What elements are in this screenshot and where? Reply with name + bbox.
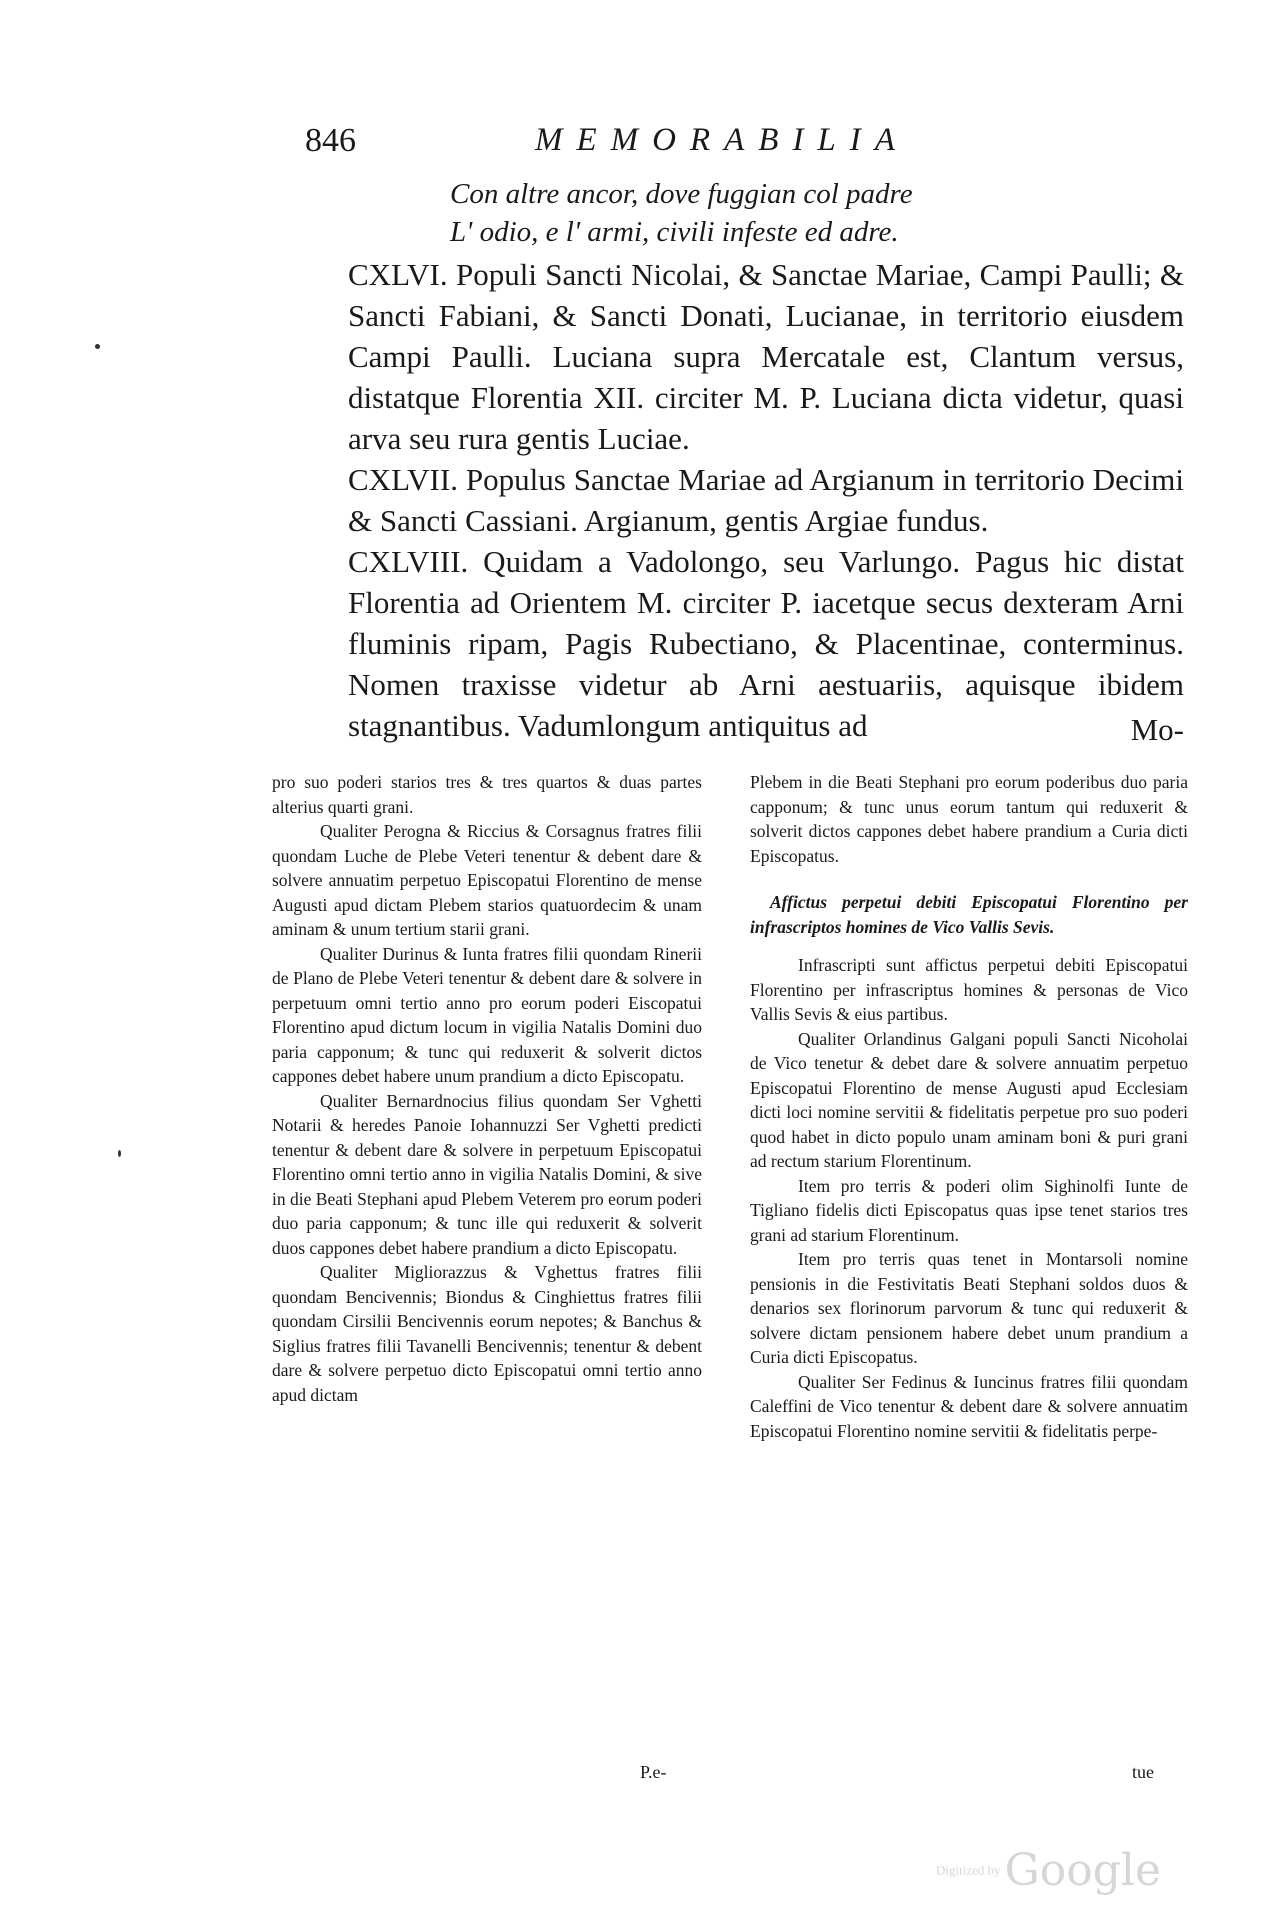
section-numeral: CXLVII. [348, 462, 458, 497]
running-title: MEMORABILIA [535, 122, 909, 158]
watermark-prefix: Digitized by [936, 1862, 1001, 1878]
paragraph-text: Quidam a Vadolongo, seu Varlungo. Pagus hic distat Florentia ad Orientem M. circiter P. iacetque secus dexteram Arni fluminis ripam, Pagis Rubectiano, & Placentinae, conterminus. Nomen traxisse videtur ab Arni aestuariis, aquisque ibidem stagnantibus. Vadumlongum antiquitus ad [348, 544, 1184, 743]
verse-line-1: Con altre ancor, dove fuggian col padre [450, 178, 913, 210]
footnote-column-right [750, 770, 1188, 1443]
footnote-paragraph: Item pro terris & poderi olim Sighinolfi Iunte de Tigliano fidelis dicti Episcopatus quas ipse tenet starios tres grani ad starium Florentinum. [750, 1175, 1188, 1245]
scan-speck [118, 1150, 121, 1157]
footnote-paragraph: Plebem in die Beati Stephani pro eorum poderibus duo paria capponum; & tunc unus eorum tantum qui reduxerit & solverit dictos cappones debet habere prandium a Curia dicti Episcopatus. [750, 772, 1188, 866]
scan-speck [95, 344, 100, 349]
main-paragraph [348, 541, 1184, 746]
footnote-paragraph: Qualiter Ser Fedinus & Iuncinus fratres filii quondam Caleffini de Vico tenentur & debent dare & solvere annuatim Episcopatui Florentino nomine servitii & fidelitatis perpe- [750, 1371, 1188, 1441]
footnote-paragraph: Qualiter Migliorazzus & Vghettus fratres filii quondam Bencivennis; Biondus & Cinghiettus fratres filii quondam Cirsilii Bencivennis eorum nepotes; & Banchus & Siglius fratres filii Tavanelli Bencivennis; tenentur & debent dare & solvere perpetuo dicto Episcopatui omni tertio anno apud dictam [272, 1262, 702, 1405]
footnote-paragraph: Qualiter Orlandinus Galgani populi Sancti Nicoholai de Vico tenetur & debet dare & solvere annuatim perpetuo Episcopatui Florentino de mense Augusti apud Ecclesiam dicti loci nomine servitii & fidelitatis perpetue pro suo poderi quod habet in dicto populo unam aminam boni & puri grani ad rectum starium Florentinum. [750, 1028, 1188, 1171]
section-numeral: CXLVIII. [348, 544, 469, 579]
footnote-paragraph: Item pro terris quas tenet in Montarsoli nomine pensionis in die Festivitatis Beati Stephani soldos duos & denarios sex florinorum parvorum & tunc qui reduxerit & solvere dictam pensionem habere debet unum prandium a Curia dicti Episcopatus. [750, 1249, 1188, 1367]
page-header [305, 122, 1185, 170]
main-paragraph [348, 459, 1184, 541]
digitized-watermark [936, 1845, 1161, 1896]
footnote-paragraph: Infrascripti sunt affictus perpetui debiti Episcopatui Florentino per infrascriptus homines & personas de Vico Vallis Sevis & eius partibus. [750, 955, 1188, 1024]
main-catchword: Mo- [1130, 712, 1184, 747]
footnote-paragraph: pro suo poderi starios tres & tres quartos & duas partes alterius quarti grani. [272, 772, 702, 817]
left-catchword: P.e- [640, 1762, 667, 1782]
footnote-column-left [272, 770, 702, 1407]
footnote-paragraph: Qualiter Bernardnocius filius quondam Ser Vghetti Notarii & heredes Panoie Iohannuzzi Ser Vghetti predicti tenentur & debent dare & solvere in perpetuum Episcopatui Florentino omni tertio anno in vigilia Natalis Domini, & sive in die Beati Stephani apud Plebem Veterem pro eorum poderi duo paria capponum; & tunc ille qui reduxerit & solverit duos cappones debet habere prandium a dicto Episcopatu. [272, 1090, 702, 1258]
main-text [348, 254, 1184, 746]
page-number: 846 [305, 122, 356, 159]
google-logo: Google [1004, 1845, 1162, 1896]
footnote-paragraph: Qualiter Perogna & Riccius & Corsagnus fratres filii quondam Luche de Plebe Veteri tenentur & debent dare & solvere annuatim perpetuo Episcopatui Florentino de mense Augusti apud dictam Plebem starios quatuordecim & unam aminam & unum tertium starii grani. [272, 821, 702, 939]
section-numeral: CXLVI. [348, 257, 448, 292]
paragraph-text: Populus Sanctae Mariae ad Argianum in territorio Decimi & Sancti Cassiani. Argianum, gentis Argiae fundus. [348, 462, 1184, 538]
footnote-paragraph: Qualiter Durinus & Iunta fratres filii quondam Rinerii de Plano de Plebe Veteri tenentur & debent dare & solvere in perpetuum omni tertio anno pro eorum poderi Eiscopatui Florentino apud dictum locum in vigilia Natalis Domini duo paria capponum; & tunc qui reduxerit & solverit dictos cappones debet habere unum prandium a dicto Episcopatu. [272, 943, 702, 1086]
main-paragraph [348, 254, 1184, 459]
verse-line-2: L' odio, e l' armi, civili infeste ed adre. [450, 216, 899, 248]
paragraph-text: Populi Sancti Nicolai, & Sanctae Mariae, Campi Paulli; & Sancti Fabiani, & Sancti Donati, Lucianae, in territorio eiusdem Campi Paulli. Luciana supra Mercatale est, Clantum versus, distatque Florentia XII. circiter M. P. Luciana dicta videtur, quasi arva seu rura gentis Luciae. [348, 257, 1184, 456]
right-catchword: tue [1132, 1762, 1154, 1782]
footnote-heading: Affictus perpetui debiti Episcopatui Florentino per infrascriptos homines de Vico Vallis Sevis. [750, 892, 1188, 937]
